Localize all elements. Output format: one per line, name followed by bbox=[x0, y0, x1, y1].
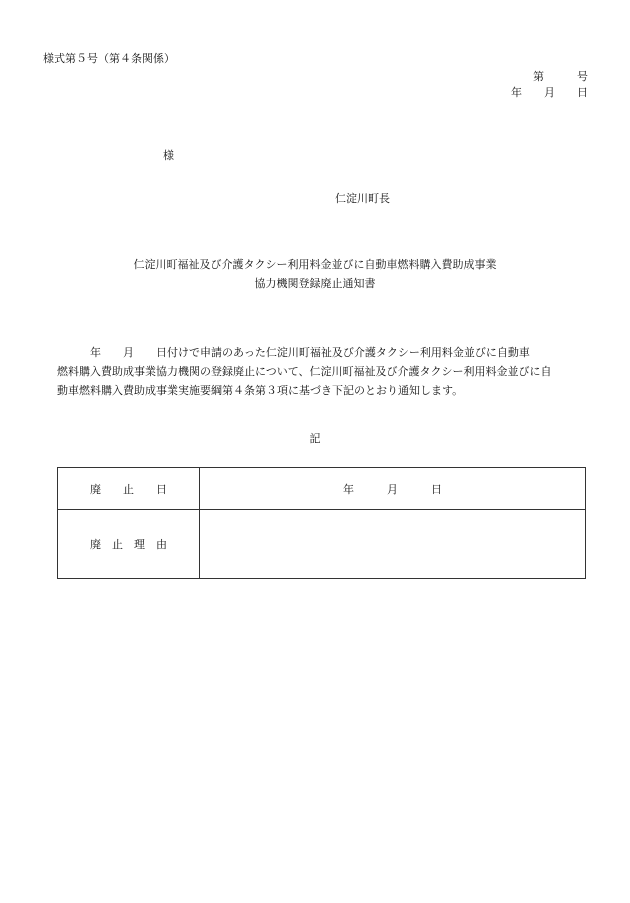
abolition-reason-label: 廃 止 理 由 bbox=[58, 510, 200, 579]
document-number: 第 号 bbox=[533, 70, 588, 83]
abolition-reason-value[interactable] bbox=[200, 510, 586, 579]
document-date: 年 月 日 bbox=[511, 86, 588, 99]
abolition-date-label: 廃 止 日 bbox=[58, 468, 200, 510]
record-table bbox=[57, 467, 586, 579]
document-title-line2: 協力機関登録廃止通知書 bbox=[254, 277, 376, 290]
abolition-date-value[interactable]: 年 月 日 bbox=[200, 468, 586, 510]
table-row bbox=[58, 468, 586, 510]
body-line: 動車燃料購入費助成事業実施要綱第４条第３項に基づき下記のとおり通知します。 bbox=[57, 384, 464, 397]
addressee: 様 bbox=[163, 149, 174, 162]
body-line: 燃料購入費助成事業協力機関の登録廃止について、仁淀川町福祉及び介護タクシー利用料金並びに自 bbox=[57, 365, 552, 378]
body-line: 年 月 日付けで申請のあった仁淀川町福祉及び介護タクシー利用料金並びに自動車 bbox=[57, 346, 530, 359]
body-text bbox=[57, 343, 587, 400]
issuer: 仁淀川町長 bbox=[335, 192, 390, 205]
form-number-label: 様式第５号（第４条関係） bbox=[43, 52, 175, 65]
ki-heading: 記 bbox=[309, 432, 321, 445]
table-row bbox=[58, 510, 586, 579]
document-title-line1: 仁淀川町福祉及び介護タクシー利用料金並びに自動車燃料購入費助成事業 bbox=[133, 258, 497, 271]
